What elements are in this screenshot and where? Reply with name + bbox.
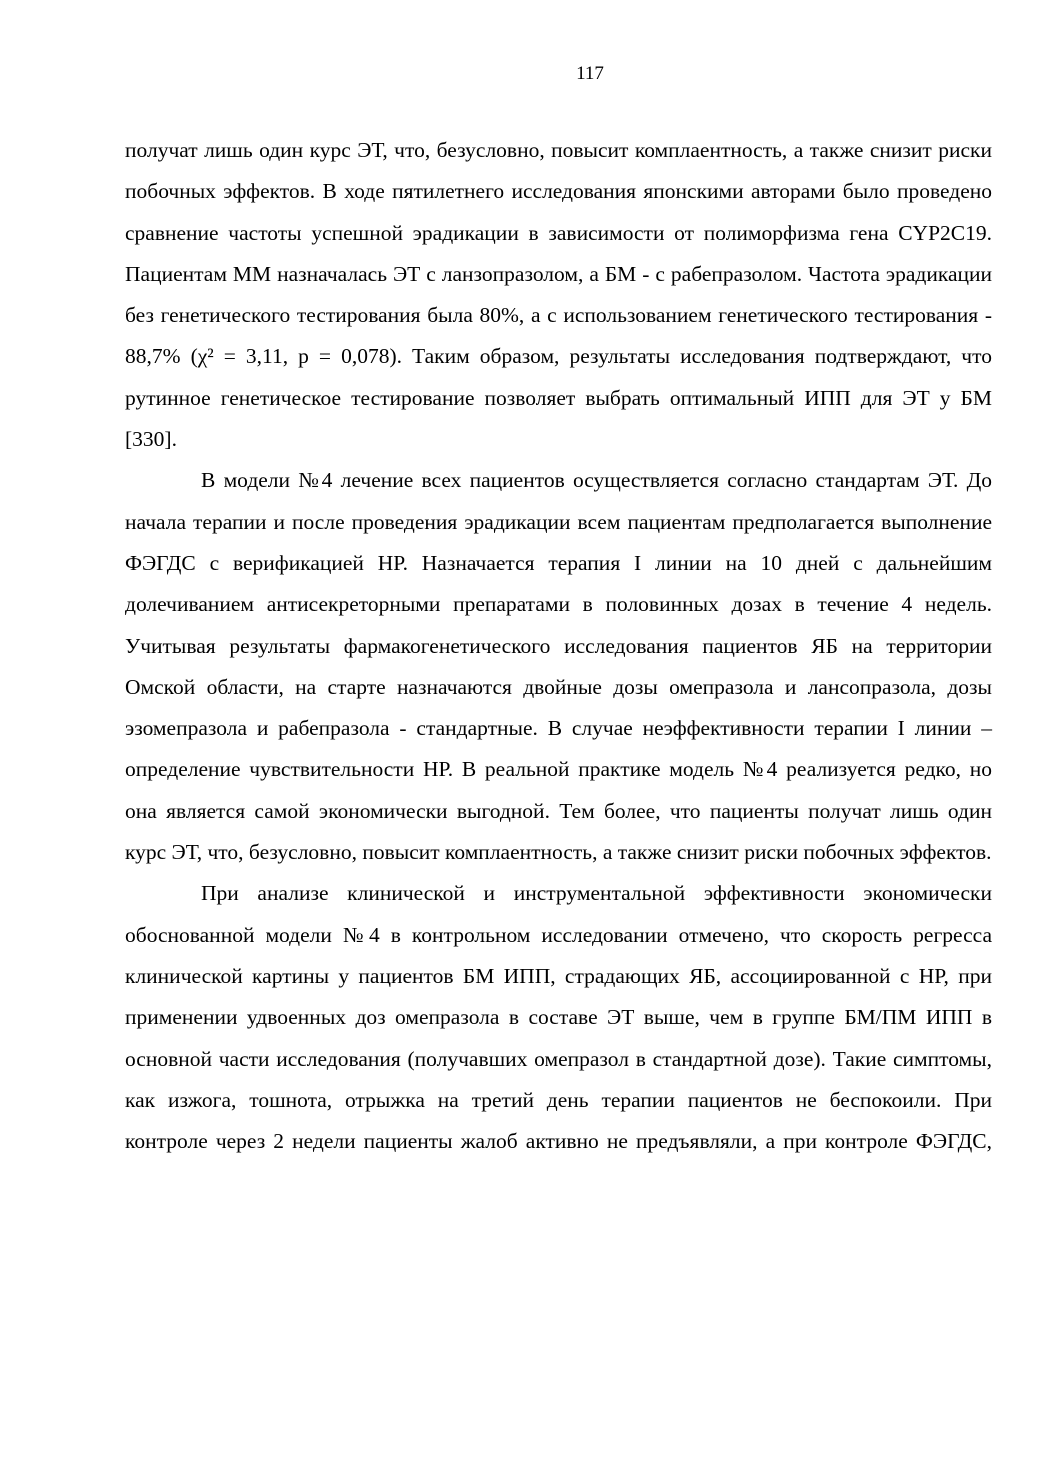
- document-body: [125, 130, 992, 1162]
- paragraph-control-study: При анализе клинической и инструментальной эффективности экономически обоснованной модели №4 в контрольном исследовании отмечено, что скорость регресса клинической картины у пациентов БМ ИПП, страдающих ЯБ, ассоциированной с НР, при применении удвоенных доз омепразола в составе ЭТ выше, чем в группе БМ/ПМ ИПП в основной части исследования (получавших омепразол в стандартной дозе). Такие симптомы, как изжога, тошнота, отрыжка на третий день терапии пациентов не беспокоили. При контроле через 2 недели пациенты жалоб активно не предъявляли, а при контроле ФЭГДС,: [125, 881, 992, 1154]
- page-number: 117: [576, 63, 604, 84]
- paragraph-model-4: В модели №4 лечение всех пациентов осуществляется согласно стандартам ЭТ. До начала терапии и после проведения эрадикации всем пациентам предполагается выполнение ФЭГДС с верификацией НР. Назначается терапия I линии на 10 дней с дальнейшим долечиванием антисекреторными препаратами в половинных дозах в течение 4 недель. Учитывая результаты фармакогенетического исследования пациентов ЯБ на территории Омской области, на старте назначаются двойные дозы омепразола и лансопразола, дозы эзомепразола и рабепразола - стандартные. В случае неэффективности терапии I линии – определение чувствительности НР. В реальной практике модель №4 реализуется редко, но она является самой экономически выгодной. Тем более, что пациенты получат лишь один курс ЭТ, что, безусловно, повысит комплаентность, а также снизит риски побочных эффектов.: [125, 468, 992, 865]
- paragraph-genetic-testing: получат лишь один курс ЭТ, что, безусловно, повысит комплаентность, а также снизит риски побочных эффектов. В ходе пятилетнего исследования японскими авторами было проведено сравнение частоты успешной эрадикации в зависимости от полиморфизма гена CYP2C19. Пациентам ММ назначалась ЭТ с ланзопразолом, а БМ - с рабепразолом. Частота эрадикации без генетического тестирования была 80%, а с использованием генетического тестирования - 88,7% (χ² = 3,11, p = 0,078). Таким образом, результаты исследования подтверждают, что рутинное генетическое тестирование позволяет выбрать оптимальный ИПП для ЭТ у БМ [330].: [125, 138, 992, 452]
